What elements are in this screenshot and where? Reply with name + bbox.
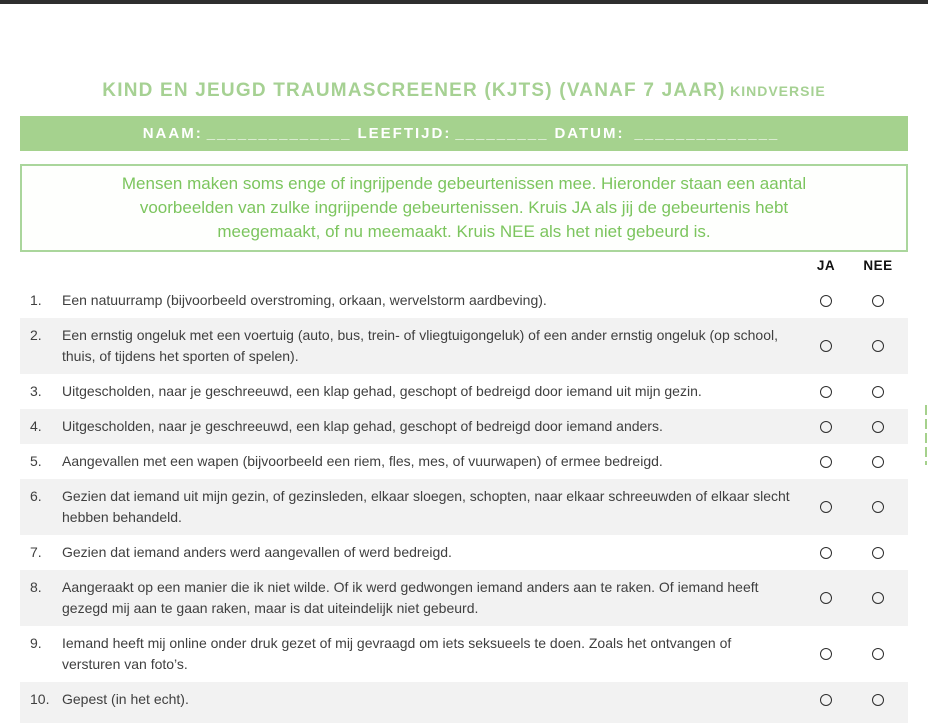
instruction-line: voorbeelden van zulke ingrijpende gebeurtenissen. Kruis JA als jij de gebeurtenis hebt xyxy=(139,198,789,217)
name-age-date-bar xyxy=(20,116,908,151)
ja-cell xyxy=(804,340,848,352)
question-row xyxy=(20,682,908,717)
question-row xyxy=(20,444,908,479)
name-blank-field: ______________ xyxy=(206,125,352,142)
question-list xyxy=(20,283,908,717)
page-title-suffix: KINDVERSIE xyxy=(730,83,826,99)
ja-cell xyxy=(804,694,848,706)
ja-radio[interactable] xyxy=(820,694,832,706)
page-title-main: KIND EN JEUGD TRAUMASCREENER (KJTS) (VANAF 7 JAAR) xyxy=(102,80,726,101)
ja-radio[interactable] xyxy=(820,340,832,352)
nee-radio[interactable] xyxy=(872,648,884,660)
question-row xyxy=(20,535,908,570)
question-text: Een ernstig ongeluk met een voertuig (auto, bus, trein- of vliegtuigongeluk) of een ander ernstig ongeluk (op school, thuis, of tijdens het sporten of spelen). xyxy=(62,327,778,364)
question-text: Gezien dat iemand uit mijn gezin, of gezinsleden, elkaar sloegen, schopten, naar elkaar schreeuwden of elkaar slecht hebben behandeld. xyxy=(62,488,790,525)
question-number: 5. xyxy=(30,453,42,469)
nee-radio[interactable] xyxy=(872,421,884,433)
question-number: 4. xyxy=(30,418,42,434)
nee-cell xyxy=(848,421,908,433)
question-row xyxy=(20,570,908,626)
age-label: LEEFTIJD: xyxy=(357,125,452,142)
question-text: Aangeraakt op een manier die ik niet wilde. Of ik werd gedwongen iemand anders aan te raken. Of iemand heeft gezegd mij aan te gaan raken, maar is dat uiteindelijk niet gebeurd. xyxy=(62,579,759,616)
ja-cell xyxy=(804,456,848,468)
ja-column-header: JA xyxy=(816,257,836,273)
question-text: Gezien dat iemand anders werd aangevallen of werd bedreigd. xyxy=(62,544,452,560)
question-number: 3. xyxy=(30,383,42,399)
ja-radio[interactable] xyxy=(820,295,832,307)
ja-cell xyxy=(804,386,848,398)
ja-cell xyxy=(804,501,848,513)
nee-cell xyxy=(848,547,908,559)
nee-cell xyxy=(848,501,908,513)
question-number: 2. xyxy=(30,327,42,343)
ja-radio[interactable] xyxy=(820,421,832,433)
question-row xyxy=(20,409,908,444)
question-text: Gepest (in het echt). xyxy=(62,691,189,707)
nee-cell xyxy=(848,340,908,352)
ja-radio[interactable] xyxy=(820,592,832,604)
ja-cell xyxy=(804,547,848,559)
nee-cell xyxy=(848,592,908,604)
nee-radio[interactable] xyxy=(872,694,884,706)
ja-radio[interactable] xyxy=(820,386,832,398)
question-row xyxy=(20,283,908,318)
window-top-bar xyxy=(0,0,928,4)
instruction-line: meegemaakt, of nu meemaakt. Kruis NEE als het niet gebeurd is. xyxy=(217,222,711,241)
question-text: Uitgescholden, naar je geschreeuwd, een klap gehad, geschopt of bedreigd door iemand anders. xyxy=(62,418,663,434)
nee-cell xyxy=(848,648,908,660)
nee-radio[interactable] xyxy=(872,340,884,352)
question-number: 6. xyxy=(30,488,42,504)
nee-cell xyxy=(848,295,908,307)
nee-radio[interactable] xyxy=(872,501,884,513)
nee-column-header: NEE xyxy=(863,257,893,273)
nee-cell xyxy=(848,694,908,706)
question-row xyxy=(20,626,908,682)
ja-radio[interactable] xyxy=(820,456,832,468)
question-number: 8. xyxy=(30,579,42,595)
question-text: Aangevallen met een wapen (bijvoorbeeld een riem, fles, mes, of vuurwapen) of ermee bedreigd. xyxy=(62,453,663,469)
date-label: DATUM: xyxy=(554,125,625,142)
instruction-box xyxy=(20,164,908,252)
name-label: NAAM: xyxy=(142,125,203,142)
question-text: Uitgescholden, naar je geschreeuwd, een klap gehad, geschopt of bedreigd door iemand uit mijn gezin. xyxy=(62,383,702,399)
answer-columns-header xyxy=(20,256,908,274)
ja-radio[interactable] xyxy=(820,547,832,559)
right-edge-green-line xyxy=(925,405,927,465)
question-number: 1. xyxy=(30,292,42,308)
nee-cell xyxy=(848,456,908,468)
nee-radio[interactable] xyxy=(872,456,884,468)
question-text: Een natuurramp (bijvoorbeeld overstroming, orkaan, wervelstorm aardbeving). xyxy=(62,292,547,308)
question-number: 7. xyxy=(30,544,42,560)
ja-cell xyxy=(804,592,848,604)
page-title xyxy=(20,80,908,102)
age-blank-field: _________ xyxy=(455,125,549,142)
nee-radio[interactable] xyxy=(872,386,884,398)
ja-radio[interactable] xyxy=(820,648,832,660)
ja-radio[interactable] xyxy=(820,501,832,513)
question-row xyxy=(20,479,908,535)
questionnaire-page xyxy=(0,80,928,723)
nee-radio[interactable] xyxy=(872,592,884,604)
ja-cell xyxy=(804,421,848,433)
instruction-line: Mensen maken soms enge of ingrijpende gebeurtenissen mee. Hieronder staan een aantal xyxy=(121,174,807,193)
next-row-partial-strip xyxy=(20,717,908,723)
question-number: 9. xyxy=(30,635,42,651)
question-row xyxy=(20,374,908,409)
question-text: Iemand heeft mij online onder druk gezet of mij gevraagd om iets seksueels te doen. Zoals het ontvangen of versturen van foto’s. xyxy=(62,635,732,672)
nee-radio[interactable] xyxy=(872,547,884,559)
question-number: 10. xyxy=(30,691,50,707)
nee-radio[interactable] xyxy=(872,295,884,307)
date-blank-field: ______________ xyxy=(634,125,780,142)
question-row xyxy=(20,318,908,374)
nee-cell xyxy=(848,386,908,398)
ja-cell xyxy=(804,648,848,660)
ja-cell xyxy=(804,295,848,307)
